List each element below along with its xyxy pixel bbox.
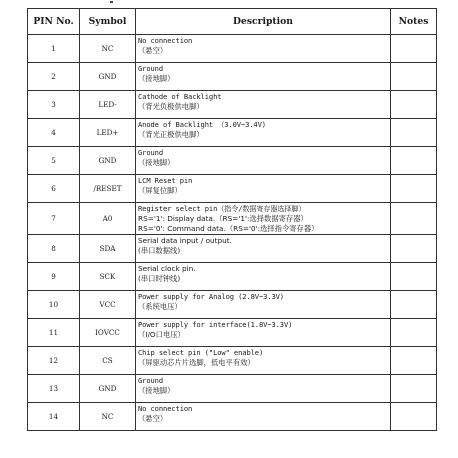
pin-symbol: CS: [80, 347, 136, 375]
table-row: [28, 147, 437, 175]
description-chinese: （接地脚）: [138, 158, 175, 167]
pin-symbol: A0: [80, 203, 136, 235]
pin-number: 13: [28, 375, 80, 403]
pin-number: 5: [28, 147, 80, 175]
pin-symbol: GND: [80, 147, 136, 175]
pin-notes: [391, 403, 437, 431]
pin-notes: [391, 347, 437, 375]
description-chinese: （接地脚）: [138, 74, 175, 83]
pin-description: [136, 91, 391, 119]
table-row: [28, 291, 437, 319]
pin-description: [136, 235, 391, 263]
pin-symbol: IOVCC: [80, 319, 136, 347]
description-chinese: （背光正极供电脚）: [138, 130, 204, 139]
pin-number: 3: [28, 91, 80, 119]
pin-number: 12: [28, 347, 80, 375]
description-english: Ground: [138, 148, 164, 157]
pin-description: [136, 375, 391, 403]
pin-notes: [391, 91, 437, 119]
description-chinese: （系统电压）: [138, 302, 182, 311]
pin-number: 14: [28, 403, 80, 431]
description-chinese: （I/O口电压）: [138, 330, 185, 339]
pin-symbol: NC: [80, 35, 136, 63]
description-english: Serial data input / output.: [138, 236, 232, 245]
pin-notes: [391, 235, 437, 263]
pin-symbol: SDA: [80, 235, 136, 263]
table-row: [28, 319, 437, 347]
pin-description: [136, 263, 391, 291]
pin-symbol: LED+: [80, 119, 136, 147]
description-rs-command: RS='0': Command data.（RS='0':选择指令寄存器）: [138, 224, 319, 233]
table-row: [28, 347, 437, 375]
description-english: Register select pin（指令/数据寄存器选择脚）: [138, 204, 306, 213]
pin-description: [136, 119, 391, 147]
pin-notes: [391, 147, 437, 175]
pin-description: [136, 291, 391, 319]
pin-symbol: SCK: [80, 263, 136, 291]
pin-symbol: NC: [80, 403, 136, 431]
table-row: [28, 119, 437, 147]
header-notes: Notes: [391, 9, 437, 35]
header-symbol: Symbol: [80, 9, 136, 35]
table-row: [28, 91, 437, 119]
table-row: [28, 35, 437, 63]
pin-notes: [391, 291, 437, 319]
pin-definition-table: [27, 8, 437, 431]
pin-description: [136, 63, 391, 91]
pin-symbol: GND: [80, 375, 136, 403]
pin-notes: [391, 263, 437, 291]
table-row: [28, 203, 437, 235]
pin-description: [136, 319, 391, 347]
pin-number: 6: [28, 175, 80, 203]
description-english: LCM Reset pin: [138, 176, 193, 185]
description-chinese: (串口数据线): [138, 246, 181, 255]
pin-description: [136, 35, 391, 63]
pin-description: [136, 147, 391, 175]
description-english: No connection: [138, 404, 193, 413]
pin-number: 11: [28, 319, 80, 347]
description-english: No connection: [138, 36, 193, 45]
description-chinese: （背光负极供电脚）: [138, 102, 204, 111]
pin-number: 8: [28, 235, 80, 263]
pin-number: 2: [28, 63, 80, 91]
pin-number: 9: [28, 263, 80, 291]
description-english: Ground: [138, 376, 164, 385]
header-description: Description: [136, 9, 391, 35]
description-english: Ground: [138, 64, 164, 73]
pin-number: 7: [28, 203, 80, 235]
pin-notes: [391, 319, 437, 347]
table-row: [28, 263, 437, 291]
pin-notes: [391, 119, 437, 147]
table-row: [28, 375, 437, 403]
pin-description: [136, 347, 391, 375]
table-row: [28, 403, 437, 431]
pin-notes: [391, 203, 437, 235]
pin-notes: [391, 175, 437, 203]
description-english: Chip select pin ("Low" enable): [138, 348, 264, 357]
table-header-row: [28, 9, 437, 35]
table-row: [28, 175, 437, 203]
description-english: Serial clock pin.: [138, 264, 196, 273]
pin-number: 4: [28, 119, 80, 147]
pin-symbol: LED-: [80, 91, 136, 119]
scan-mark: [110, 1, 113, 3]
pin-notes: [391, 375, 437, 403]
table-row: [28, 63, 437, 91]
pin-symbol: GND: [80, 63, 136, 91]
table-row: [28, 235, 437, 263]
description-chinese: （屏复位脚）: [138, 186, 182, 195]
description-english: Power supply for Analog (2.8V~3.3V): [138, 292, 284, 301]
description-chinese: （屏驱动芯片片选脚，低电平有效）: [138, 358, 255, 367]
description-english: Power supply for interface(1.8V~3.3V): [138, 320, 293, 329]
pin-notes: [391, 63, 437, 91]
description-rs-display: RS='1': Display data.（RS='1':选择数据寄存器）: [138, 214, 308, 223]
description-chinese: （悬空）: [138, 46, 168, 55]
pin-number: 1: [28, 35, 80, 63]
pin-description: [136, 203, 391, 235]
description-english: Anode of Backlight （3.0V~3.4V): [138, 120, 266, 129]
pin-symbol: VCC: [80, 291, 136, 319]
description-chinese: （悬空）: [138, 414, 168, 423]
description-chinese: （接地脚）: [138, 386, 175, 395]
header-pin-no: PIN No.: [28, 9, 80, 35]
pin-number: 10: [28, 291, 80, 319]
description-chinese: (串口时钟线): [138, 274, 181, 283]
pin-notes: [391, 35, 437, 63]
pin-symbol: /RESET: [80, 175, 136, 203]
pin-description: [136, 403, 391, 431]
pin-description: [136, 175, 391, 203]
description-english: Cathode of Backlight: [138, 92, 222, 101]
